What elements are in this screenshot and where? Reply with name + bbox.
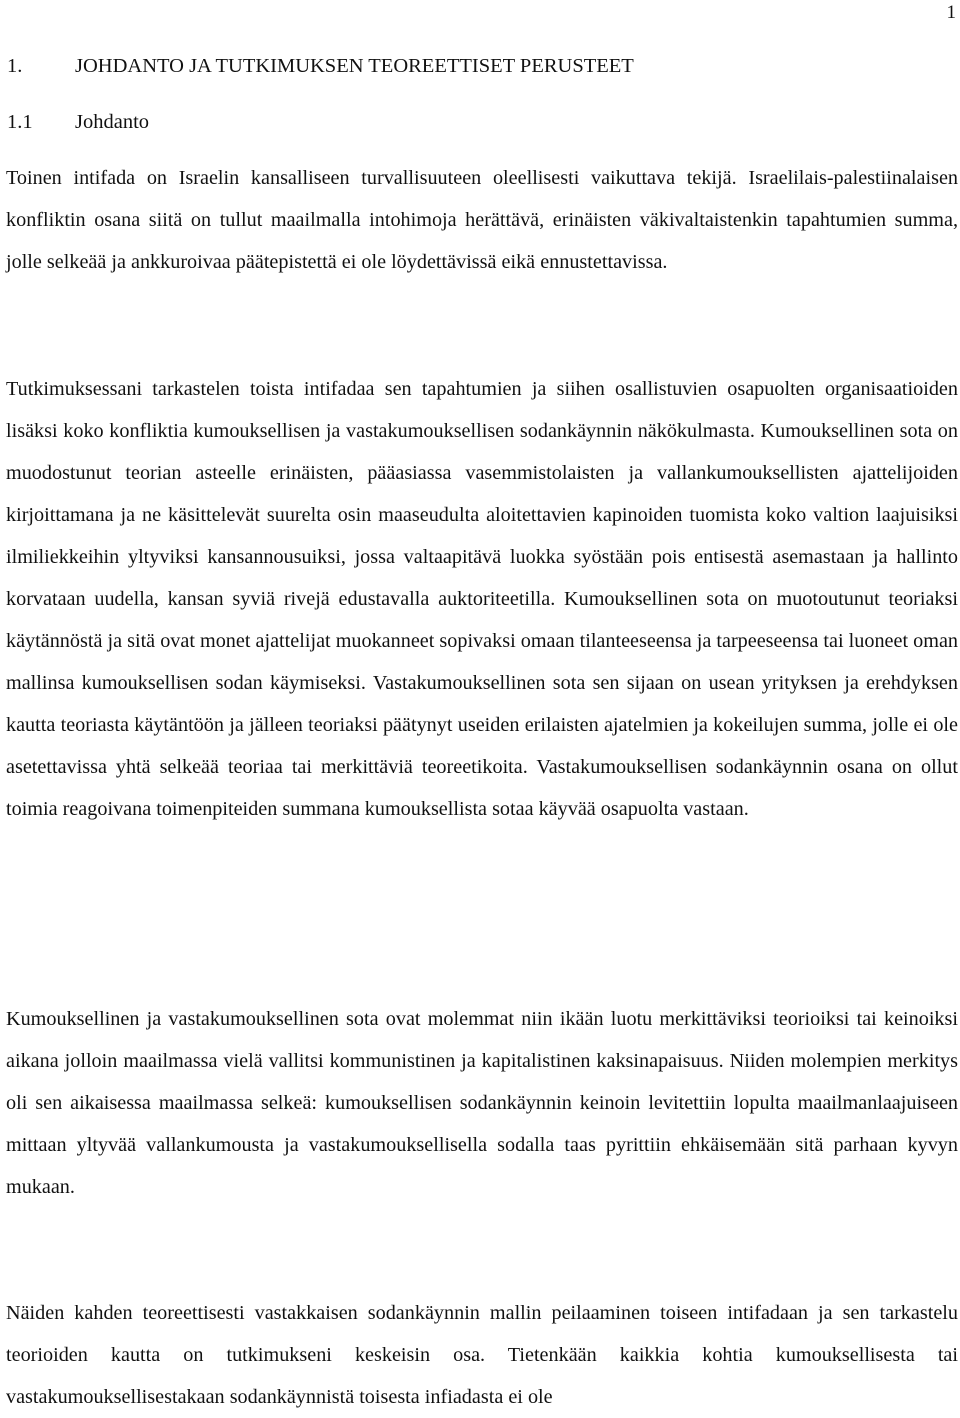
section-title: Johdanto (75, 111, 150, 133)
body-paragraph-1: Toinen intifada on Israelin kansalliseen turvallisuuteen oleellisesti vaikuttava tekijä. Israelilais-palestiinalaisen konfliktin osana siitä on tullut maailmalla intohimoja herättävä, erinäisten väkivaltaistenkin tapahtumien summa, jolle selkeää ja ankkuroivaa päätepistettä ei ole löydettävissä eikä ennustettavissa. (6, 167, 958, 273)
chapter-title: JOHDANTO JA TUTKIMUKSEN TEOREETTISET PERUSTEET (75, 55, 634, 77)
page-number: 1 (946, 2, 956, 23)
section-number: 1.1 (7, 111, 33, 133)
body-paragraph-3: Kumouksellinen ja vastakumouksellinen sota ovat molemmat niin ikään luotu merkittäviksi teorioiksi tai keinoiksi aikana jolloin maailmassa vielä vallitsi kommunistinen ja kapitalistinen kaksinapaisuus. Niiden molempien merkitys oli sen aikaisessa maailmassa selkeä: kumouksellisen sodankäynnin keinoin levitettiin lopulta maailmanlaajuiseen mittaan yltyvää vallankumousta ja vastakumouksellisella sodalla taas pyrittiin ehkäisemään sitä parhaan kyvyn mukaan. (6, 1008, 958, 1198)
section-heading (7, 109, 149, 135)
body-paragraph-2: Tutkimuksessani tarkastelen toista intifadaa sen tapahtumien ja siihen osallistuvien osapuolten organisaatioiden lisäksi koko konfliktia kumouksellisen ja vastakumouksellisen sodankäynnin näkökulmasta. Kumouksellinen sota on muodostunut teorian asteelle erinäisten, pääasiassa vasemmistolaisten ja vallankumouksellisten ajattelijoiden kirjoittamana ja ne käsittelevät suurelta osin maaseudulta aloitettavien kapinoiden tuomista koko valtion laajuisiksi ilmiliekkeihin yltyviksi kansannousuiksi, jossa valtaapitävä luokka syöstään pois entisestä asemastaan ja hallinto korvataan uudella, kansan syviä rivejä edustavalla auktoriteetilla. Kumouksellinen sota on muotoutunut teoriaksi käytännöstä ja sitä ovat monet ajattelijat muokanneet sopivaksi omaan tilanteeseensa ja tarpeeseensa tai luoneet oman mallinsa kumouksellisen sodan käymiseksi. Vastakumouksellinen sota sen sijaan on usean yrityksen ja erehdyksen kautta teoriasta käytäntöön ja jälleen teoriaksi päätynyt useiden erilaisten ajatelmien ja kokeilujen summa, jolle ei ole asetettavissa yhtä selkeää teoriaa tai merkittäviä teoreetikoita. Vastakumouksellisen sodankäynnin osana on ollut toimia reagoivana toimenpiteiden summana kumouksellista sotaa käyvää osapuolta vastaan. (6, 378, 958, 820)
body-paragraph-4: Näiden kahden teoreettisesti vastakkaisen sodankäynnin mallin peilaaminen toiseen intifadaan ja sen tarkastelu teorioiden kautta on tutkimukseni keskeisin osa. Tietenkään kaikkia kohtia kumouksellisesta tai vastakumouksellisestakaan sodankäynnistä toisesta infiadasta ei ole (6, 1302, 958, 1408)
chapter-number: 1. (7, 55, 23, 77)
chapter-heading (7, 53, 634, 79)
